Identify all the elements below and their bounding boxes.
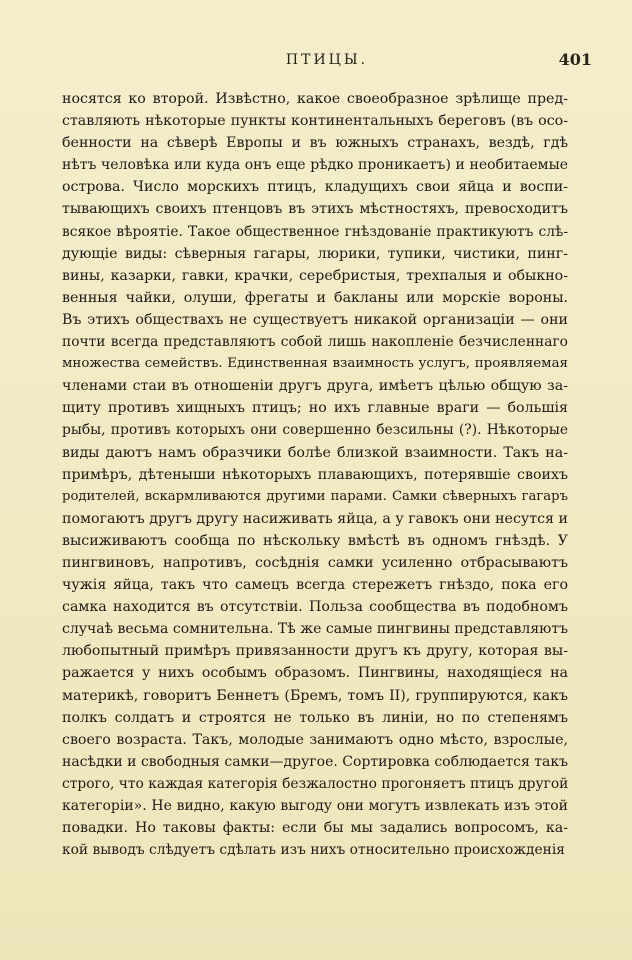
text-line: кой выводъ слѣдуетъ сдѣлать изъ нихъ относительно происхожденія (62, 842, 565, 859)
text-line: помогаютъ другъ другу насиживать яйца, а у гавокъ они несутся и (62, 510, 568, 527)
text-line: самка находится въ отсутствіи. Польза сообщества въ подобномъ (62, 599, 568, 616)
text-line: тывающихъ своихъ птенцовъ въ этихъ мѣстностяхъ, превосходитъ (62, 201, 568, 218)
text-line: пингвиновъ, напротивъ, сосѣднія самки усиленно отбрасываютъ (62, 554, 568, 571)
text-line: щиту противъ хищныхъ птицъ; но ихъ главные враги — большія (62, 400, 568, 417)
text-line: дующіе виды: сѣверныя гагары, люрики, тупики, чистики, пинг- (62, 245, 568, 262)
text-line: членами стаи въ отношеніи другъ друга, имѣетъ цѣлью общую за- (62, 378, 568, 395)
text-line: венныя чайки, олуши, фрегаты и бакланы или морскіе вороны. (62, 289, 568, 306)
page-number: 401 (558, 50, 592, 69)
text-line: материкѣ, говоритъ Беннетъ (Бремъ, томъ II), группируются, какъ (62, 687, 568, 704)
text-line: повадки. Но таковы факты: если бы мы задались вопросомъ, ка- (62, 820, 568, 837)
text-line: Въ этихъ обществахъ не существуетъ никакой организаціи — они (62, 311, 568, 328)
text-line: всякое вѣроятіе. Такое общественное гнѣздованіе практикуютъ слѣ- (62, 223, 568, 240)
text-line: чужія яйца, такъ что самецъ всегда стережетъ гнѣздо, пока его (62, 577, 568, 594)
text-line: множества семействъ. Единственная взаимность услугъ, проявляемая (62, 356, 568, 372)
text-line: рыбы, противъ которыхъ они совершенно безсильны (?). Нѣкоторые (62, 422, 568, 439)
text-line: виды даютъ намъ образчики болѣе близкой взаимности. Такъ на- (62, 444, 568, 461)
text-line: строго, что каждая категорія безжалостно прогоняетъ птицъ другой (62, 775, 568, 792)
text-line: насѣдки и свободныя самки—другое. Сортировка соблюдается такъ (62, 753, 568, 770)
text-line: почти всегда представляютъ собой лишь накопленіе безчисленнаго (62, 334, 568, 351)
text-line: вины, казарки, гавки, крачки, серебристыя, трехпалыя и обыкно- (62, 267, 568, 284)
text-line: ставляють нѣкоторые пункты континентальныхъ береговъ (въ осо- (62, 113, 568, 130)
text-line: полкъ солдатъ и строятся не только въ линіи, но по степенямъ (62, 709, 568, 726)
text-line: бенности на сѣверѣ Европы и въ южныхъ странахъ, вездѣ, гдѣ (62, 135, 568, 152)
running-header (62, 50, 592, 74)
text-line: высиживаютъ сообща по нѣскольку вмѣстѣ въ одномъ гнѣздѣ. У (62, 532, 568, 549)
body-text (62, 88, 568, 861)
running-title: ПТИЦЫ. (285, 52, 369, 68)
text-line: ражается у нихъ особымъ образомъ. Пингвины, находящіеся на (62, 665, 568, 682)
text-line: категоріи». Не видно, какую выгоду они могутъ извлекать изъ этой (62, 798, 568, 814)
text-line: своего возраста. Такъ, молодые занимаютъ одно мѣсто, взрослые, (62, 731, 568, 748)
text-line: носятся ко второй. Извѣстно, какое своеобразное зрѣлище пред- (62, 91, 568, 107)
text-line: примѣръ, дѣтеныши нѣкоторыхъ плавающихъ, потерявшіе своихъ (62, 466, 568, 483)
text-line: нѣтъ человѣка или куда онъ еще рѣдко проникаетъ) и необитаемые (62, 157, 568, 174)
text-line: любопытный примѣръ привязанности другъ къ другу, которая вы- (62, 643, 568, 660)
text-line: родителей, вскармливаются другими парами. Самки сѣверныхъ гагаръ (62, 488, 568, 504)
text-line: острова. Число морскихъ птицъ, кладущихъ свои яйца и воспи- (62, 179, 568, 196)
text-line: случаѣ весьма сомнительна. Тѣ же самые пингвины представляютъ (62, 621, 568, 638)
